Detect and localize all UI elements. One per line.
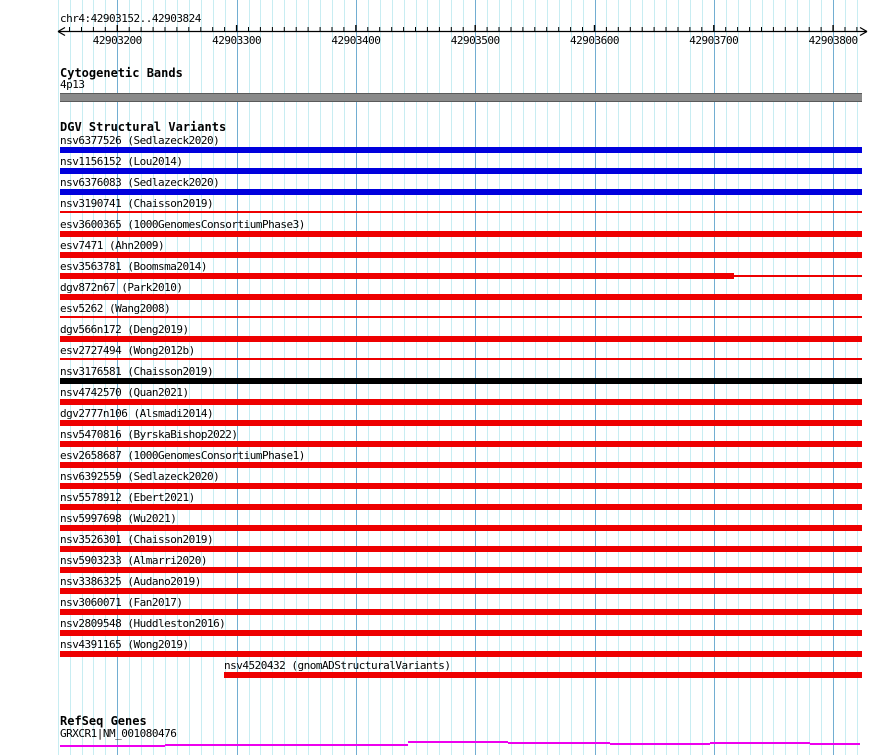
variant-bar[interactable]	[60, 294, 862, 300]
variant-bar[interactable]	[60, 588, 862, 594]
variant-label: nsv3190741 (Chaisson2019)	[60, 197, 214, 210]
gene-line-segment[interactable]	[165, 744, 408, 746]
variant-label: dgv566n172 (Deng2019)	[60, 323, 189, 336]
variant-label: nsv1156152 (Lou2014)	[60, 155, 183, 168]
gene-line-segment[interactable]	[408, 741, 508, 743]
variant-label: dgv872n67 (Park2010)	[60, 281, 183, 294]
ruler-tick-label: 42903500	[450, 34, 500, 47]
variant-label: esv2658687 (1000GenomesConsortiumPhase1)	[60, 449, 305, 462]
ruler-tick-label: 42903400	[331, 34, 381, 47]
variant-bar[interactable]	[60, 630, 862, 636]
variant-bar[interactable]	[60, 147, 862, 153]
ruler-tick-label: 42903800	[808, 34, 858, 47]
variant-label: nsv4742570 (Quan2021)	[60, 386, 189, 399]
variant-label: nsv6376083 (Sedlazeck2020)	[60, 176, 220, 189]
variant-bar[interactable]	[60, 462, 862, 468]
variant-bar[interactable]	[60, 609, 862, 615]
variant-label: dgv2777n106 (Alsmadi2014)	[60, 407, 214, 420]
variant-bar[interactable]	[60, 273, 734, 279]
variant-label: nsv4391165 (Wong2019)	[60, 638, 189, 651]
variant-label: esv7471 (Ahn2009)	[60, 239, 165, 252]
variant-bar[interactable]	[60, 231, 862, 237]
variant-bar[interactable]	[60, 504, 862, 510]
variant-bar[interactable]	[224, 672, 862, 678]
variant-label: nsv3060071 (Fan2017)	[60, 596, 183, 609]
variant-label: nsv3176581 (Chaisson2019)	[60, 365, 214, 378]
cytoband-bar[interactable]	[60, 93, 862, 102]
variant-label: nsv6377526 (Sedlazeck2020)	[60, 134, 220, 147]
ruler-tick-label: 42903600	[570, 34, 619, 47]
variant-label: nsv3526301 (Chaisson2019)	[60, 533, 214, 546]
dgv-track-title: DGV Structural Variants	[60, 120, 227, 134]
variant-bar[interactable]	[60, 546, 862, 552]
variant-bar[interactable]	[60, 441, 862, 447]
variant-bar[interactable]	[60, 211, 862, 213]
variant-label: nsv5578912 (Ebert2021)	[60, 491, 195, 504]
variant-label: esv3600365 (1000GenomesConsortiumPhase3)	[60, 218, 305, 231]
variant-bar[interactable]	[60, 168, 862, 174]
variant-bar[interactable]	[60, 525, 862, 531]
region-position-title: chr4:42903152..42903824	[60, 12, 201, 25]
variant-bar[interactable]	[60, 420, 862, 426]
variant-bar-extension[interactable]	[734, 275, 862, 277]
variant-bar[interactable]	[60, 483, 862, 489]
variant-label: nsv2809548 (Huddleston2016)	[60, 617, 226, 630]
ruler-tick-label: 42903700	[689, 34, 739, 47]
refseq-track-title: RefSeq Genes	[60, 714, 147, 728]
variant-label: nsv6392559 (Sedlazeck2020)	[60, 470, 220, 483]
variant-label: nsv4520432 (gnomADStructuralVariants)	[224, 659, 451, 672]
variant-bar[interactable]	[60, 651, 862, 657]
variant-label: esv2727494 (Wong2012b)	[60, 344, 195, 357]
variant-bar[interactable]	[60, 567, 862, 573]
gene-line-segment[interactable]	[810, 743, 860, 745]
variant-bar[interactable]	[60, 189, 862, 195]
variant-bar[interactable]	[60, 358, 862, 360]
cytobands-track-title: Cytogenetic Bands	[60, 66, 183, 80]
variant-label: nsv5903233 (Almarri2020)	[60, 554, 207, 567]
variant-bar[interactable]	[60, 399, 862, 405]
ruler-tick-label: 42903300	[212, 34, 262, 47]
variant-label: nsv5997698 (Wu2021)	[60, 512, 177, 525]
refseq-gene-name-label: GRXCR1|NM_001080476	[60, 727, 177, 740]
variant-bar[interactable]	[60, 378, 862, 384]
variant-label: esv3563781 (Boomsma2014)	[60, 260, 207, 273]
gene-line-segment[interactable]	[710, 742, 810, 744]
ruler-tick-label: 42903200	[92, 34, 142, 47]
variant-bar[interactable]	[60, 252, 862, 258]
cytoband-name-label: 4p13	[60, 78, 85, 91]
variant-label: nsv5470816 (ByrskaBishop2022)	[60, 428, 238, 441]
minor-gridline	[58, 0, 59, 755]
gene-line-segment[interactable]	[508, 742, 610, 744]
gene-line-segment[interactable]	[610, 743, 710, 745]
gene-line-segment[interactable]	[60, 745, 165, 747]
variant-label: nsv3386325 (Audano2019)	[60, 575, 201, 588]
variant-bar[interactable]	[60, 316, 862, 318]
variant-label: esv5262 (Wang2008)	[60, 302, 171, 315]
variant-bar[interactable]	[60, 336, 862, 342]
